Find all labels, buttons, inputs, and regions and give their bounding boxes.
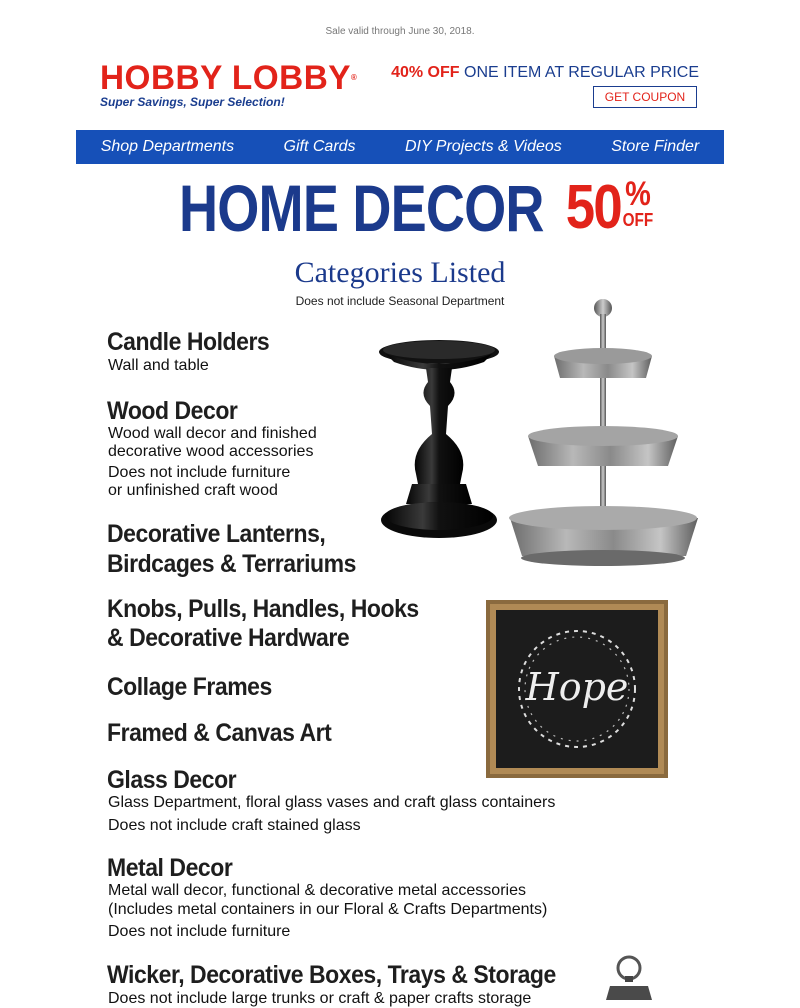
category-metal-decor-desc-1: Metal wall decor, functional & decorative metal accessories [108, 882, 526, 899]
metal-lantern-image[interactable] [600, 950, 658, 1000]
category-lanterns-heading-2[interactable]: Birdcages & Terrariums [107, 550, 356, 578]
frame-hope-text: Hope [525, 665, 629, 709]
get-coupon-button[interactable]: GET COUPON [593, 86, 697, 108]
category-wicker-heading[interactable]: Wicker, Decorative Boxes, Trays & Storage [107, 961, 556, 989]
hero-banner[interactable] [0, 170, 800, 246]
hobby-lobby-logo[interactable] [100, 58, 363, 109]
hero-percent-sign: % [625, 175, 651, 213]
hero-disclaimer: Does not include Seasonal Department [295, 294, 505, 308]
hero-discount-number: 50 [565, 173, 622, 242]
logo-tagline: Super Savings, Super Selection! [100, 95, 285, 109]
category-wood-decor-desc-2: decorative wood accessories [108, 443, 314, 460]
galvanized-tiered-tray-image[interactable] [508, 296, 700, 578]
nav-gift-cards[interactable]: Gift Cards [283, 138, 356, 155]
category-wood-decor-desc-1: Wood wall decor and finished [108, 425, 317, 442]
category-knobs-heading-1[interactable]: Knobs, Pulls, Handles, Hooks [107, 595, 419, 623]
black-candle-holder-image[interactable] [376, 334, 502, 554]
category-glass-decor-desc-2: Does not include craft stained glass [108, 817, 361, 834]
category-candle-holders-desc: Wall and table [108, 357, 209, 374]
category-candle-holders-heading[interactable]: Candle Holders [107, 328, 270, 356]
main-nav-bar [76, 130, 724, 164]
nav-shop-departments[interactable]: Shop Departments [100, 138, 235, 155]
category-metal-decor-desc-2: (Includes metal containers in our Floral & Crafts Departments) [108, 901, 548, 918]
category-glass-decor-heading[interactable]: Glass Decor [107, 766, 237, 794]
category-metal-decor-heading[interactable]: Metal Decor [107, 854, 233, 882]
category-wood-decor-desc-4: or unfinished craft wood [108, 482, 278, 499]
promo-percent-off: 40% OFF [391, 64, 460, 81]
category-framed-art-heading[interactable]: Framed & Canvas Art [107, 719, 332, 747]
hope-chalkboard-frame-image[interactable] [486, 600, 668, 778]
category-lanterns-heading-1[interactable]: Decorative Lanterns, [107, 520, 326, 548]
category-wicker-desc: Does not include large trunks or craft & paper crafts storage [108, 990, 532, 1007]
hero-subtitle: Categories Listed [294, 256, 506, 289]
nav-store-finder[interactable]: Store Finder [611, 138, 700, 155]
category-glass-decor-desc-1: Glass Department, floral glass vases and craft glass containers [108, 794, 556, 811]
coupon-promo [391, 64, 699, 82]
hero-off-label: OFF [622, 210, 654, 230]
preheader-text: Sale valid through June 30, 2018. [325, 26, 475, 37]
logo-wordmark: HOBBY LOBBY [100, 59, 352, 97]
category-knobs-heading-2[interactable]: & Decorative Hardware [107, 624, 350, 652]
logo-registered-mark: ® [351, 73, 358, 82]
hero-title: HOME DECOR [178, 171, 544, 245]
category-wood-decor-desc-3: Does not include furniture [108, 464, 291, 481]
nav-diy-projects-videos[interactable]: DIY Projects & Videos [404, 138, 562, 155]
category-collage-frames-heading[interactable]: Collage Frames [107, 673, 272, 701]
hero-discount [565, 173, 654, 242]
promo-description: ONE ITEM AT REGULAR PRICE [459, 64, 699, 81]
category-metal-decor-desc-3: Does not include furniture [108, 923, 291, 940]
category-wood-decor-heading[interactable]: Wood Decor [107, 397, 238, 425]
